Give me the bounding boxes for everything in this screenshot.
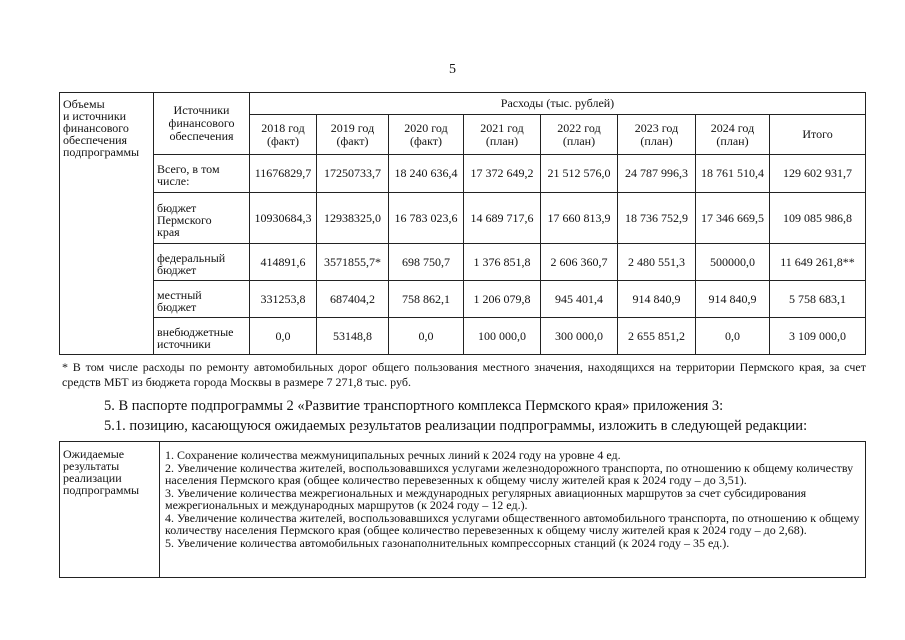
- year-header: [541, 115, 618, 155]
- value-cell: 17 346 669,5: [696, 193, 770, 244]
- finance-label-line: финансового: [63, 121, 129, 135]
- value-cell: 16 783 023,6: [389, 193, 464, 244]
- year-kind: (факт): [409, 133, 442, 148]
- sources-header-line: обеспечения: [169, 129, 234, 143]
- total-cell: 109 085 986,8: [770, 193, 866, 244]
- value-cell: 758 862,1: [389, 281, 464, 318]
- results-label-line: результаты: [63, 459, 120, 473]
- result-item: 3. Увеличение количества межрегиональных и международных регулярных авиационных маршрутов за счет субсидирования межрегиональных и международных маршрутов (к 2024 году – 12 ед.).: [165, 485, 807, 512]
- value-cell: 17 660 813,9: [541, 193, 618, 244]
- value-cell: 0,0: [389, 318, 464, 355]
- source-cell: [154, 318, 250, 355]
- value-cell: 414891,6: [250, 244, 317, 281]
- result-item: 2. Увеличение количества жителей, воспользовавшихся услугами железнодорожного транспорта, по отношению к общему количеству населения Пермского края (общее количество перевезенных к общему числу жителей края к 2024 году – до 3,51).: [165, 460, 854, 487]
- year-kind: (план): [716, 133, 749, 148]
- year-kind: (факт): [336, 133, 369, 148]
- source-line: края: [157, 224, 180, 239]
- result-item: 5. Увеличение количества автомобильных газонаполнительных компрессорных станций (к 2024 году – 35 ед.).: [165, 535, 730, 550]
- table-row: [60, 318, 866, 355]
- value-cell: 18 736 752,9: [618, 193, 696, 244]
- source-line: источники: [157, 336, 211, 351]
- year-kind: (факт): [266, 133, 299, 148]
- value-cell: 331253,8: [250, 281, 317, 318]
- value-cell: 945 401,4: [541, 281, 618, 318]
- value-cell: 914 840,9: [618, 281, 696, 318]
- results-items-cell: [160, 442, 866, 578]
- results-label-line: Ожидаемые: [63, 447, 125, 461]
- result-item: 1. Сохранение количества межмуниципальных речных линий к 2024 году на уровне 4 ед.: [165, 448, 621, 462]
- page-number: 5: [449, 62, 456, 77]
- year-label: 2024 год: [710, 120, 755, 135]
- source-line: Пермского: [157, 212, 212, 227]
- value-cell: 24 787 996,3: [618, 155, 696, 193]
- source-line: федеральный: [157, 250, 226, 265]
- source-cell: [154, 193, 250, 244]
- source-line: бюджет: [157, 262, 197, 277]
- results-label-line: реализации: [63, 471, 122, 485]
- year-label: 2021 год: [480, 120, 524, 135]
- paragraph-5: 5. В паспорте подпрограммы 2 «Развитие транспортного комплекса Пермского края» приложения 3:: [104, 398, 724, 414]
- total-cell: 3 109 000,0: [770, 318, 866, 355]
- value-cell: 687404,2: [317, 281, 389, 318]
- results-label-cell: [60, 442, 160, 578]
- sources-header-line: Источники: [173, 103, 230, 117]
- results-label-line: подпрограммы: [63, 483, 140, 497]
- table-row: [60, 244, 866, 281]
- source-cell: [154, 281, 250, 318]
- value-cell: 12938325,0: [317, 193, 389, 244]
- value-cell: 2 606 360,7: [541, 244, 618, 281]
- table-row: [60, 281, 866, 318]
- value-cell: 3571855,7*: [317, 244, 389, 281]
- source-line: числе:: [157, 174, 190, 188]
- value-cell: 53148,8: [317, 318, 389, 355]
- year-kind: (план): [485, 133, 519, 148]
- table-row: [60, 193, 866, 244]
- paragraph-5-1: 5.1. позицию, касающуюся ожидаемых результатов реализации подпрограммы, изложить в следующей редакции:: [104, 418, 808, 434]
- value-cell: 14 689 717,6: [464, 193, 541, 244]
- year-label: 2018 год: [261, 120, 305, 135]
- year-header: [389, 115, 464, 155]
- sources-header: [154, 93, 250, 155]
- results-table: [59, 441, 866, 578]
- source-line: бюджет: [157, 299, 197, 314]
- value-cell: 1 376 851,8: [464, 244, 541, 281]
- result-item: 4. Увеличение количества жителей, воспользовавшихся услугами общественного автомобильного транспорта, по отношению к общему количеству населения Пермского края (общее количество перевезенных к общему числу жителей края к 2024 году – до 2,68).: [165, 510, 860, 537]
- total-cell: 5 758 683,1: [770, 281, 866, 318]
- year-kind: (план): [640, 133, 673, 148]
- value-cell: 0,0: [250, 318, 317, 355]
- value-cell: 100 000,0: [464, 318, 541, 355]
- source-line: внебюджетные: [157, 324, 234, 339]
- year-label: 2022 год: [557, 120, 601, 135]
- value-cell: 17 372 649,2: [464, 155, 541, 193]
- value-cell: 500000,0: [696, 244, 770, 281]
- total-cell: 11 649 261,8**: [770, 244, 866, 281]
- expenses-header: Расходы (тыс. рублей): [250, 93, 866, 115]
- year-header: [317, 115, 389, 155]
- source-cell: [154, 244, 250, 281]
- year-header: [618, 115, 696, 155]
- value-cell: 18 761 510,4: [696, 155, 770, 193]
- year-label: 2020 год: [404, 120, 448, 135]
- source-line: Всего, в том: [157, 162, 220, 176]
- value-cell: 1 206 079,8: [464, 281, 541, 318]
- total-header: Итого: [770, 115, 866, 155]
- value-cell: 300 000,0: [541, 318, 618, 355]
- finance-label-line: обеспечения: [63, 133, 128, 147]
- value-cell: 17250733,7: [317, 155, 389, 193]
- value-cell: 10930684,3: [250, 193, 317, 244]
- source-cell: [154, 155, 250, 193]
- year-header: [250, 115, 317, 155]
- source-line: бюджет: [157, 200, 197, 215]
- finance-table: [59, 92, 866, 355]
- value-cell: 18 240 636,4: [389, 155, 464, 193]
- finance-label-line: Объемы: [63, 97, 105, 111]
- year-label: 2019 год: [330, 120, 375, 135]
- table-row: [60, 155, 866, 193]
- value-cell: 11676829,7: [250, 155, 317, 193]
- value-cell: 2 655 851,2: [618, 318, 696, 355]
- value-cell: 21 512 576,0: [541, 155, 618, 193]
- table-row: [60, 442, 866, 578]
- year-kind: (план): [562, 133, 596, 148]
- value-cell: 914 840,9: [696, 281, 770, 318]
- value-cell: 0,0: [696, 318, 770, 355]
- finance-label-line: и источники: [63, 109, 127, 123]
- year-label: 2023 год: [634, 120, 679, 135]
- footnote: * В том числе расходы по ремонту автомобильных дорог общего пользования местного значения, находящихся на территории Пермского края, за счет средств МБТ из бюджета города Москвы в размере 7 271,8 тыс. руб.: [62, 360, 866, 389]
- total-cell: 129 602 931,7: [770, 155, 866, 193]
- value-cell: 698 750,7: [389, 244, 464, 281]
- finance-label-cell: [60, 93, 154, 355]
- value-cell: 2 480 551,3: [618, 244, 696, 281]
- year-header: [696, 115, 770, 155]
- source-line: местный: [157, 287, 202, 302]
- year-header: [464, 115, 541, 155]
- sources-header-line: финансового: [168, 116, 235, 130]
- finance-label-line: подпрограммы: [63, 145, 140, 159]
